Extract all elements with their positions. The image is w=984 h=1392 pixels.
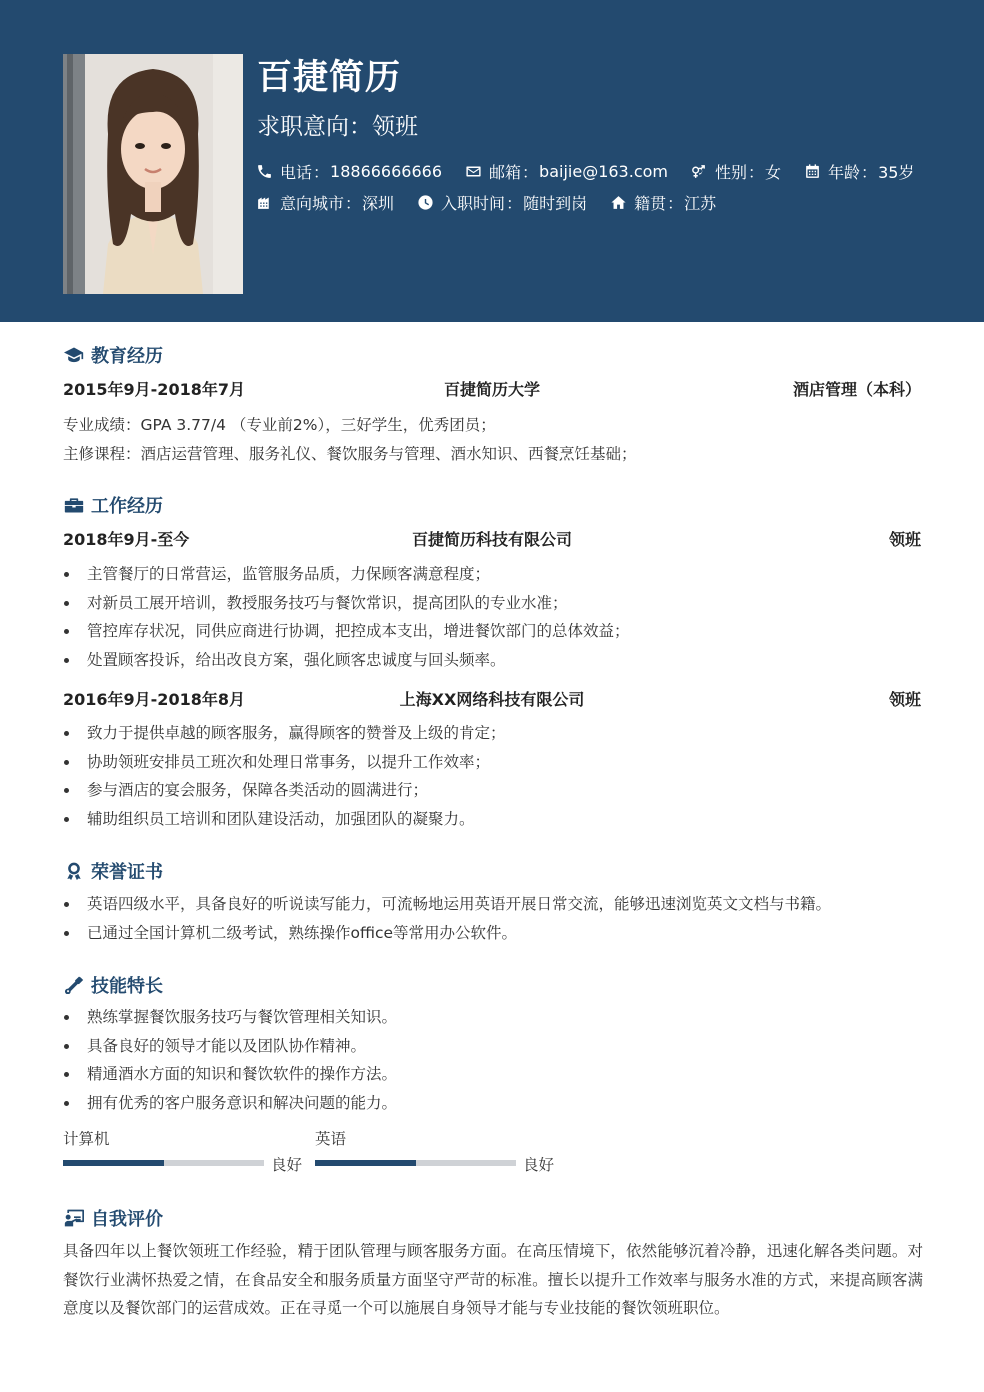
skill-name: 计算机: [63, 1130, 110, 1148]
skill-level: 良好: [271, 1156, 303, 1174]
list-item: 已通过全国计算机二级考试，熟练操作office等常用办公软件。: [63, 919, 831, 948]
job-intent: [257, 108, 418, 141]
skills-list: [63, 1003, 397, 1117]
info-city-label: 意向城市: [280, 193, 345, 213]
job-duties-list: [63, 719, 506, 833]
list-item: 英语四级水平，具备良好的听说读写能力，可流畅地运用英语开展日常交流，能够迅速浏览英文文档与书籍。: [63, 890, 831, 919]
contact-row-1: [255, 159, 936, 183]
list-item: 辅助组织员工培训和团队建设活动，加强团队的凝聚力。: [63, 805, 506, 834]
list-item: 处置顾客投诉，给出改良方案，强化顾客忠诚度与回头频率。: [63, 646, 630, 675]
skill-level: 良好: [523, 1156, 555, 1174]
job-company: 百捷简历科技有限公司: [411, 530, 572, 549]
education-entry-head: [63, 375, 921, 401]
education-period: 2015年9月-2018年7月: [63, 380, 245, 399]
education-courses-line: 主修课程：酒店运营管理、服务礼仪、餐饮服务与管理、酒水知识、西餐烹饪基础；: [63, 445, 637, 463]
job-entry-head: [63, 685, 921, 711]
presentation-icon: [63, 1208, 85, 1228]
job-intent-label: 求职意向：: [257, 114, 372, 140]
building-icon: [255, 193, 273, 211]
info-start-date-label: 入职时间: [441, 193, 506, 213]
list-item: 致力于提供卓越的顾客服务，赢得顾客的赞誉及上级的肯定；: [63, 719, 506, 748]
info-start-date-value: 随时到岗: [523, 193, 588, 213]
home-icon: [609, 193, 627, 211]
section-title-education: 教育经历: [63, 342, 163, 368]
list-item: 精通酒水方面的知识和餐饮软件的操作方法。: [63, 1060, 397, 1089]
skill-track: [63, 1160, 264, 1166]
info-phone: 电话 ： 18866666666: [255, 160, 442, 183]
info-age: 年龄 ： 35岁: [803, 160, 914, 183]
phone-icon: [255, 162, 273, 180]
section-title-self-eval: 自我评价: [63, 1205, 163, 1231]
briefcase-icon: [63, 495, 85, 515]
info-hometown: 籍贯 ： 江苏: [609, 191, 716, 214]
award-icon: [63, 861, 85, 881]
job-company: 上海XX网络科技有限公司: [399, 690, 585, 709]
calendar-icon: [803, 162, 821, 180]
honors-list: [63, 890, 831, 947]
skill-name: 英语: [315, 1130, 347, 1148]
skill-fill: [315, 1160, 416, 1166]
graduation-cap-icon: [63, 345, 85, 365]
info-city-value: 深圳: [362, 193, 395, 213]
info-age-value: 35岁: [878, 162, 915, 182]
education-major: 酒店管理（本科）: [792, 380, 921, 399]
clock-icon: [416, 193, 434, 211]
info-hometown-label: 籍贯: [634, 193, 667, 213]
info-phone-value: 18866666666: [330, 161, 443, 181]
job-period: 2016年9月-2018年8月: [63, 690, 245, 709]
list-item: 拥有优秀的客户服务意识和解决问题的能力。: [63, 1089, 397, 1118]
info-email: 邮箱 ： baijie@163.com: [464, 160, 668, 183]
list-item: 具备良好的领导才能以及团队协作精神。: [63, 1032, 397, 1061]
info-age-label: 年龄: [828, 162, 861, 182]
info-gender: 性别 ： 女: [690, 160, 781, 183]
self-evaluation-text: 具备四年以上餐饮领班工作经验，精于团队管理与顾客服务方面。在高压情境下，依然能够沉着冷静，迅速化解各类问题。对餐饮行业满怀热爱之情，在食品安全和服务质量方面坚守严苛的标准。擅长以提升工作效率与服务水准的方式，来提高顾客满意度以及餐饮部门的运营成效。正在寻觅一个可以施展自身领导才能与专业技能的餐饮领班职位。: [63, 1242, 923, 1317]
info-email-value: baijie@163.com: [539, 161, 668, 181]
list-item: 管控库存状况，同供应商进行协调，把控成本支出，增进餐饮部门的总体效益；: [63, 617, 630, 646]
mail-icon: [464, 162, 482, 180]
list-item: 对新员工展开培训，教授服务技巧与餐饮常识，提高团队的专业水准；: [63, 589, 630, 618]
job-role: 领班: [888, 530, 921, 549]
info-hometown-value: 江苏: [684, 193, 717, 213]
education-gpa-line: 专业成绩：GPA 3.77/4 （专业前2%），三好学生，优秀团员；: [63, 416, 496, 434]
skill-track: [315, 1160, 516, 1166]
skill-bar: [315, 1127, 555, 1177]
info-start-date: 入职时间 ： 随时到岗: [416, 191, 587, 214]
resume-header: [0, 0, 984, 322]
info-email-label: 邮箱: [489, 162, 522, 182]
list-item: 参与酒店的宴会服务，保障各类活动的圆满进行；: [63, 776, 506, 805]
candidate-name: 百捷简历: [257, 58, 402, 98]
job-duties-list: [63, 560, 630, 674]
skill-bar: [63, 1127, 303, 1177]
section-title-skills: 技能特长: [63, 972, 163, 998]
wrench-icon: [63, 975, 85, 995]
info-phone-label: 电话: [280, 162, 313, 182]
info-gender-label: 性别: [714, 162, 747, 182]
job-entry-head: [63, 525, 921, 551]
education-school: 百捷简历大学: [443, 380, 540, 399]
list-item: 协助领班安排员工班次和处理日常事务，以提升工作效率；: [63, 748, 506, 777]
job-period: 2018年9月-至今: [63, 530, 190, 549]
gender-icon: [690, 162, 708, 180]
section-title-work: 工作经历: [63, 492, 163, 518]
list-item: 主管餐厅的日常营运，监管服务品质，力保顾客满意程度；: [63, 560, 630, 589]
info-gender-value: 女: [765, 162, 782, 182]
info-city: 意向城市 ： 深圳: [255, 191, 394, 214]
contact-row-2: [255, 190, 738, 214]
list-item: 熟练掌握餐饮服务技巧与餐饮管理相关知识。: [63, 1003, 397, 1032]
job-role: 领班: [888, 690, 921, 709]
skill-fill: [63, 1160, 164, 1166]
job-intent-value: 领班: [372, 114, 418, 140]
profile-photo: [63, 54, 243, 294]
section-title-honors: 荣誉证书: [63, 858, 163, 884]
